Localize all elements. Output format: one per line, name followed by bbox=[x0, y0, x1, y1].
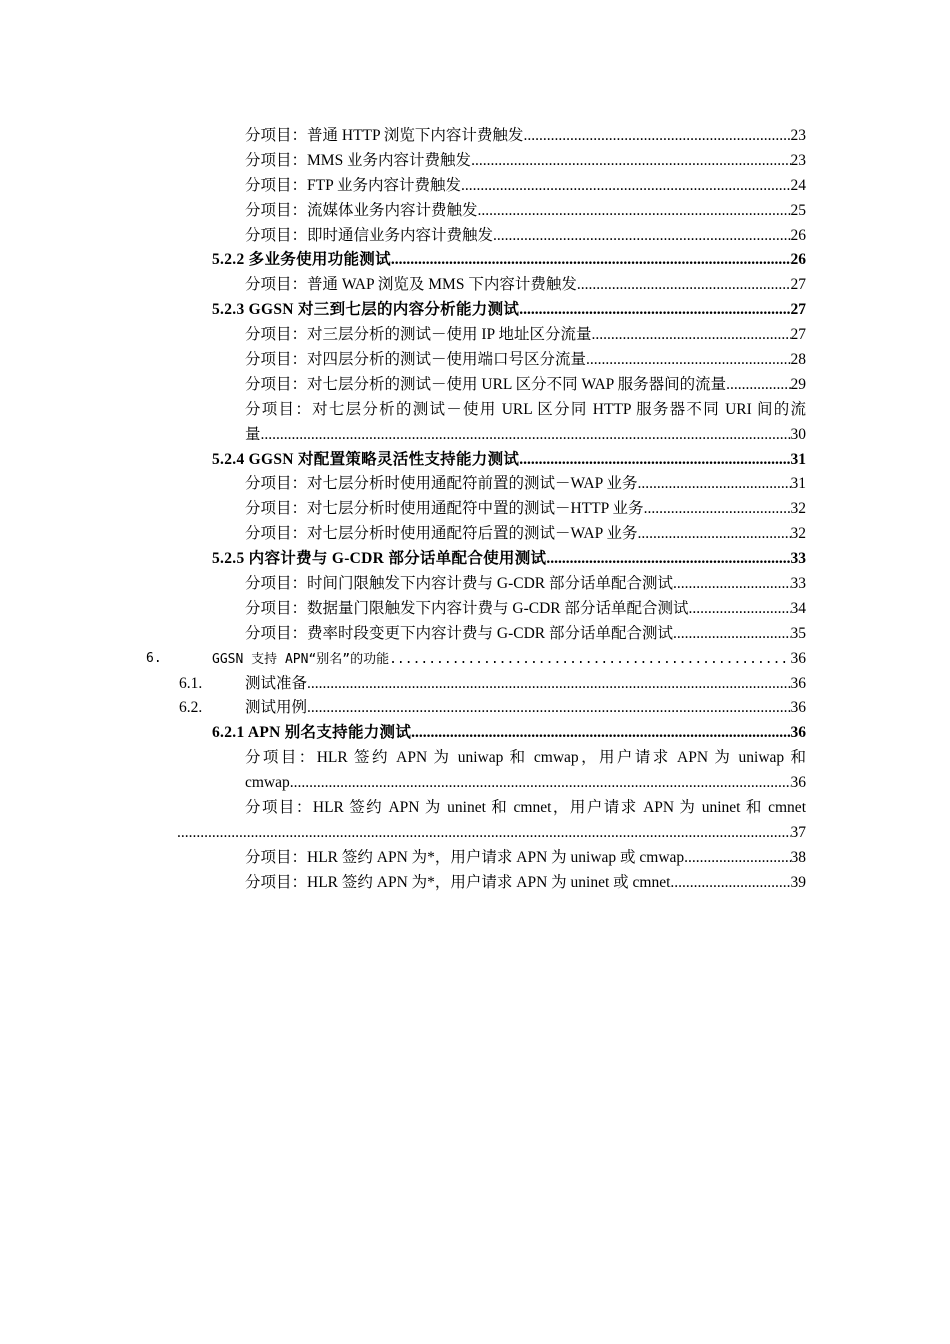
toc-entry-title: 5.2.2 多业务使用功能测试 bbox=[212, 251, 391, 269]
toc-page-number: 25 bbox=[790, 201, 806, 219]
toc-page-number: 27 bbox=[790, 301, 806, 319]
toc-leader-dots bbox=[577, 273, 791, 298]
toc-entry-title: 分项目：FTP 业务内容计费触发 bbox=[245, 176, 462, 194]
toc-entry-title: 分项目：流媒体业务内容计费触发 bbox=[245, 201, 478, 219]
toc-section-number: 6.2. bbox=[179, 699, 203, 717]
toc-page-number: 34 bbox=[790, 599, 806, 617]
toc-entry-title: 5.2.4 GGSN 对配置策略灵活性支持能力测试 bbox=[212, 450, 520, 468]
toc-page-number: 27 bbox=[790, 326, 806, 344]
toc-page-number: 23 bbox=[790, 151, 806, 169]
toc-entry[interactable] bbox=[0, 871, 950, 896]
toc-entry-title: 分项目：数据量门限触发下内容计费与 G-CDR 部分话单配合测试 bbox=[245, 599, 689, 617]
toc-entry-title: 分项目：对七层分析的测试－使用 URL 区分不同 WAP 服务器间的流量 bbox=[245, 375, 727, 393]
toc-leader-dots bbox=[290, 771, 791, 796]
toc-entry[interactable] bbox=[0, 174, 950, 199]
toc-entry-title: 分项目：费率时段变更下内容计费与 G-CDR 部分话单配合测试 bbox=[245, 624, 673, 642]
toc-entry-wrapped-line[interactable] bbox=[0, 746, 950, 771]
toc-page-number: 30 bbox=[790, 425, 806, 443]
toc-entry[interactable] bbox=[0, 846, 950, 871]
toc-entry-title: 分项目：MMS 业务内容计费触发 bbox=[245, 151, 472, 169]
toc-page-number: 35 bbox=[790, 624, 806, 642]
toc-leader-dots bbox=[673, 572, 791, 597]
toc-entry[interactable] bbox=[0, 149, 950, 174]
toc-page-number: 36 bbox=[790, 674, 806, 692]
toc-entry-title: 5.2.5 内容计费与 G-CDR 部分话单配合使用测试 bbox=[212, 550, 547, 568]
toc-leader-dots bbox=[644, 497, 791, 522]
toc-entry[interactable] bbox=[0, 771, 950, 796]
toc-page-number: 33 bbox=[790, 550, 806, 568]
toc-leader-dots bbox=[471, 149, 790, 174]
toc-entry-title: 分项目：对四层分析的测试－使用端口号区分流量 bbox=[245, 351, 587, 369]
toc-entry-title: 分项目：对七层分析的测试－使用 URL 区分同 HTTP 服务器不同 URI 间的流 bbox=[245, 400, 806, 418]
toc-page-number: 31 bbox=[790, 450, 806, 468]
toc-page-number: 36 bbox=[790, 774, 806, 792]
toc-entry-title: 测试准备 bbox=[245, 674, 308, 692]
toc-page-number: 36 bbox=[790, 649, 806, 667]
toc-entry-wrapped-line[interactable] bbox=[0, 796, 950, 821]
toc-page-number: 36 bbox=[790, 699, 806, 717]
toc-section-entry[interactable] bbox=[0, 448, 950, 473]
toc-entry-title: 分项目：HLR 签约 APN 为*，用户请求 APN 为 uninet 或 cmnet bbox=[245, 873, 671, 891]
toc-chapter-entry[interactable] bbox=[0, 647, 950, 672]
toc-entry-title: 分项目：普通 WAP 浏览及 MMS 下内容计费触发 bbox=[245, 276, 577, 294]
toc-entry[interactable] bbox=[0, 199, 950, 224]
toc-page-number: 39 bbox=[790, 873, 806, 891]
toc-entry-title: 测试用例 bbox=[245, 699, 308, 717]
toc-entry[interactable] bbox=[0, 373, 950, 398]
toc-entry-title: 6.2.1 APN 别名支持能力测试 bbox=[212, 724, 412, 742]
toc-entry-title: 分项目：普通 HTTP 浏览下内容计费触发 bbox=[245, 127, 524, 144]
toc-leader-dots bbox=[478, 199, 791, 224]
toc-subchapter-entry[interactable] bbox=[0, 696, 950, 721]
toc-entry-title: 分项目：HLR 签约 APN 为 uninet 和 cmnet，用户请求 APN 为 uninet 和 cmnet bbox=[245, 799, 806, 817]
toc-leader-dots bbox=[670, 871, 790, 896]
toc-page-number: 26 bbox=[790, 226, 806, 244]
toc-leader-dots bbox=[261, 423, 791, 448]
toc-leader-dots bbox=[546, 547, 790, 572]
toc-entry-wrapped-line[interactable] bbox=[0, 398, 950, 423]
toc-entry[interactable] bbox=[0, 622, 950, 647]
toc-leader-dots bbox=[684, 846, 790, 871]
toc-page-number: 31 bbox=[790, 475, 806, 493]
toc-leader-dots bbox=[638, 522, 791, 547]
toc-section-entry[interactable] bbox=[0, 721, 950, 746]
toc-leader-dots bbox=[673, 622, 791, 647]
toc-entry-title: 分项目：时间门限触发下内容计费与 G-CDR 部分话单配合测试 bbox=[245, 575, 673, 593]
toc-leader-dots bbox=[519, 298, 790, 323]
toc-leader-dots bbox=[389, 648, 790, 673]
toc-entry[interactable] bbox=[0, 597, 950, 622]
toc-page-number: 26 bbox=[790, 251, 806, 269]
toc-leader-dots bbox=[519, 448, 790, 473]
toc-section-entry[interactable] bbox=[0, 547, 950, 572]
toc-page-number: 32 bbox=[790, 525, 806, 543]
toc-leader-dots bbox=[586, 348, 790, 373]
toc-entry[interactable] bbox=[0, 124, 950, 149]
toc-section-entry[interactable] bbox=[0, 298, 950, 323]
toc-section-entry[interactable] bbox=[0, 248, 950, 273]
toc-leader-dots bbox=[726, 373, 790, 398]
toc-entry[interactable] bbox=[0, 572, 950, 597]
toc-page-number: 33 bbox=[790, 575, 806, 593]
table-of-contents bbox=[0, 124, 950, 896]
toc-leader-dots bbox=[307, 672, 790, 697]
toc-page-number: 37 bbox=[790, 823, 806, 841]
toc-entry-title: 分项目：对七层分析时使用通配符后置的测试－WAP 业务 bbox=[245, 525, 638, 543]
toc-page-number: 32 bbox=[790, 500, 806, 518]
toc-entry[interactable] bbox=[0, 348, 950, 373]
toc-leader-dots bbox=[411, 721, 790, 746]
toc-section-number: 6.1. bbox=[179, 674, 203, 692]
toc-entry-title: 分项目：对七层分析时使用通配符中置的测试－HTTP 业务 bbox=[245, 500, 644, 518]
toc-page-number: 23 bbox=[790, 127, 806, 144]
toc-page-number: 28 bbox=[790, 351, 806, 369]
toc-entry-title: 分项目：即时通信业务内容计费触发 bbox=[245, 226, 494, 244]
toc-entry-title: 5.2.3 GGSN 对三到七层的内容分析能力测试 bbox=[212, 301, 520, 319]
toc-page-number: 27 bbox=[790, 276, 806, 294]
toc-entry[interactable] bbox=[0, 821, 950, 846]
toc-page-number: 38 bbox=[790, 848, 806, 866]
toc-entry[interactable] bbox=[0, 323, 950, 348]
toc-leader-dots bbox=[591, 323, 790, 348]
toc-entry[interactable] bbox=[0, 273, 950, 298]
toc-subchapter-entry[interactable] bbox=[0, 672, 950, 697]
toc-leader-dots bbox=[523, 124, 790, 149]
toc-leader-dots bbox=[307, 696, 790, 721]
toc-entry[interactable] bbox=[0, 423, 950, 448]
toc-entry[interactable] bbox=[0, 497, 950, 522]
toc-entry[interactable] bbox=[0, 224, 950, 249]
toc-entry-title: 分项目：HLR 签约 APN 为 uniwap 和 cmwap，用户请求 APN 为 uniwap 和 bbox=[245, 749, 806, 767]
toc-leader-dots bbox=[177, 821, 791, 846]
toc-chapter-number: 6. bbox=[146, 650, 162, 666]
toc-entry-title: 分项目：对三层分析的测试－使用 IP 地址区分流量 bbox=[245, 326, 592, 344]
toc-entry-title: 分项目：HLR 签约 APN 为*，用户请求 APN 为 uniwap 或 cmwap bbox=[245, 848, 685, 866]
toc-entry[interactable] bbox=[0, 522, 950, 547]
toc-entry-title: 分项目：对七层分析时使用通配符前置的测试－WAP 业务 bbox=[245, 475, 638, 493]
toc-page-number: 29 bbox=[790, 375, 806, 393]
toc-entry-title-continued: 量 bbox=[245, 425, 261, 443]
toc-entry-title: GGSN 支持 APN“别名”的功能 bbox=[212, 651, 390, 667]
toc-page-number: 24 bbox=[790, 176, 806, 194]
toc-leader-dots bbox=[493, 224, 790, 249]
toc-entry[interactable] bbox=[0, 472, 950, 497]
toc-page-number: 36 bbox=[790, 724, 806, 742]
toc-leader-dots bbox=[638, 472, 791, 497]
toc-entry-title-continued: cmwap bbox=[245, 774, 290, 792]
toc-leader-dots bbox=[688, 597, 790, 622]
toc-leader-dots bbox=[461, 174, 790, 199]
toc-leader-dots bbox=[391, 248, 791, 273]
